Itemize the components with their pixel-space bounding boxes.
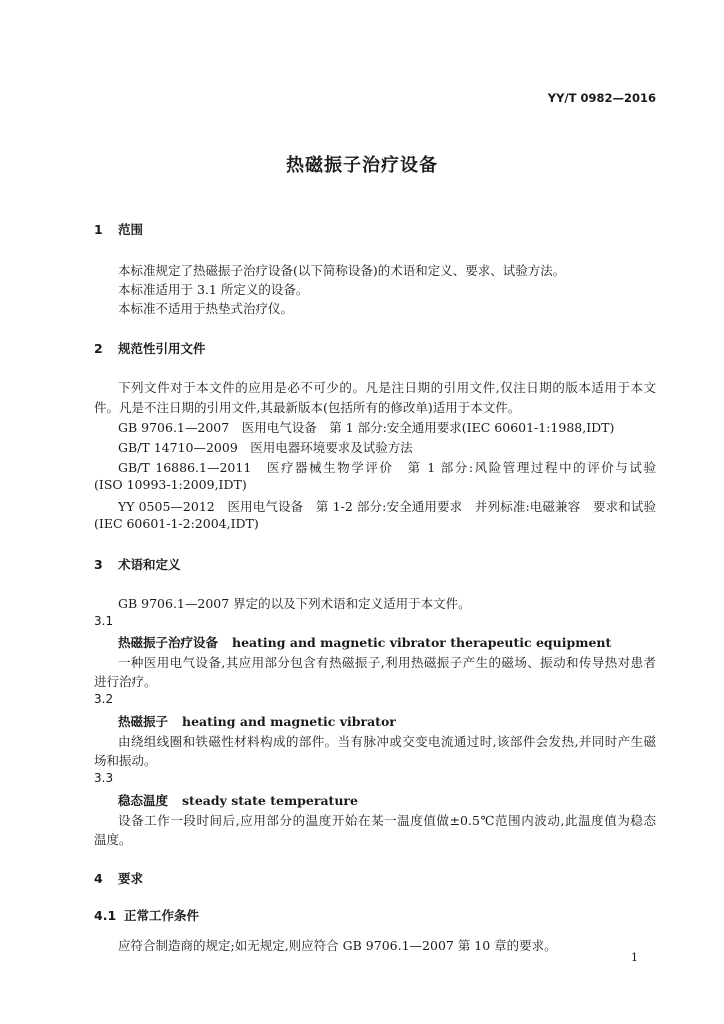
paragraph-line: 本标准适用于 3.1 所定义的设备。 [118,282,309,297]
paragraph-line: 本标准不适用于热垫式治疗仪。 [118,301,294,316]
term-number: 3.2 [94,692,114,706]
paragraph-line: 下列文件对于本文件的应用是必不可少的。凡是注日期的引用文件,仅注日期的版本适用于本文 [118,380,656,395]
term-zh: 热磁振子治疗设备 [118,635,219,650]
term-en: heating and magnetic vibrator therapeutic equipment [232,635,612,650]
section-2-heading [94,339,206,357]
page-number: 1 [631,951,638,964]
term-definition: 由绕组线圈和铁磁性材料构成的部件。当有脉冲或交变电流通过时,该部件会发热,并同时产生磁 [118,734,656,749]
document-id: YY/T 0982—2016 [547,91,656,105]
term-en: steady state temperature [182,793,358,808]
section-title: 术语和定义 [118,557,181,572]
term-definition: 场和振动。 [94,753,157,768]
reference-item: YY 0505—2012 医用电气设备 第 1-2 部分:安全通用要求 并列标准:电磁兼容 要求和试验 [118,499,656,514]
term-definition: 设备工作一段时间后,应用部分的温度开始在某一温度值做±0.5℃范围内波动,此温度值为稳态 [118,813,656,828]
section-4-heading [94,869,143,887]
term-heading [118,791,358,809]
term-heading [118,712,396,730]
section-title: 范围 [118,222,144,237]
term-number: 3.1 [94,614,114,628]
page-title: 热磁振子治疗设备 [286,155,438,176]
reference-item: GB/T 16886.1—2011 医疗器械生物学评价 第 1 部分:风险管理过程中的评价与试验 [118,460,656,475]
section-number: 1 [94,222,103,237]
paragraph-line: 件。凡是不注日期的引用文件,其最新版本(包括所有的修改单)适用于本文件。 [94,400,521,415]
term-definition: 一种医用电气设备,其应用部分包含有热磁振子,利用热磁振子产生的磁场、振动和传导热对患者 [118,655,656,670]
term-en: heating and magnetic vibrator [182,714,396,729]
section-title: 规范性引用文件 [118,341,206,356]
subsection-title: 正常工作条件 [124,908,200,923]
term-definition: 进行治疗。 [94,674,157,689]
subsection-number: 4.1 [94,908,117,923]
reference-item: GB 9706.1—2007 医用电气设备 第 1 部分:安全通用要求(IEC 60601-1:1988,IDT) [118,420,615,435]
subsection-4-1-heading [94,906,199,924]
term-heading [118,633,611,651]
paragraph-line: GB 9706.1—2007 界定的以及下列术语和定义适用于本文件。 [118,596,471,611]
reference-item: GB/T 14710—2009 医用电器环境要求及试验方法 [118,440,413,455]
section-1-heading [94,220,143,238]
reference-item-continued: (ISO 10993-1:2009,IDT) [94,477,247,492]
section-number: 3 [94,557,103,572]
paragraph-line: 本标准规定了热磁振子治疗设备(以下简称设备)的术语和定义、要求、试验方法。 [118,263,566,278]
section-title: 要求 [118,871,144,886]
reference-item-continued: (IEC 60601-1-2:2004,IDT) [94,516,259,531]
term-number: 3.3 [94,771,114,785]
section-number: 4 [94,871,103,886]
section-number: 2 [94,341,103,356]
section-3-heading [94,555,181,573]
term-zh: 热磁振子 [118,714,169,729]
term-zh: 稳态温度 [118,793,169,808]
term-definition: 温度。 [94,832,132,847]
paragraph-line: 应符合制造商的规定;如无规定,则应符合 GB 9706.1—2007 第 10 章的要求。 [118,938,557,953]
